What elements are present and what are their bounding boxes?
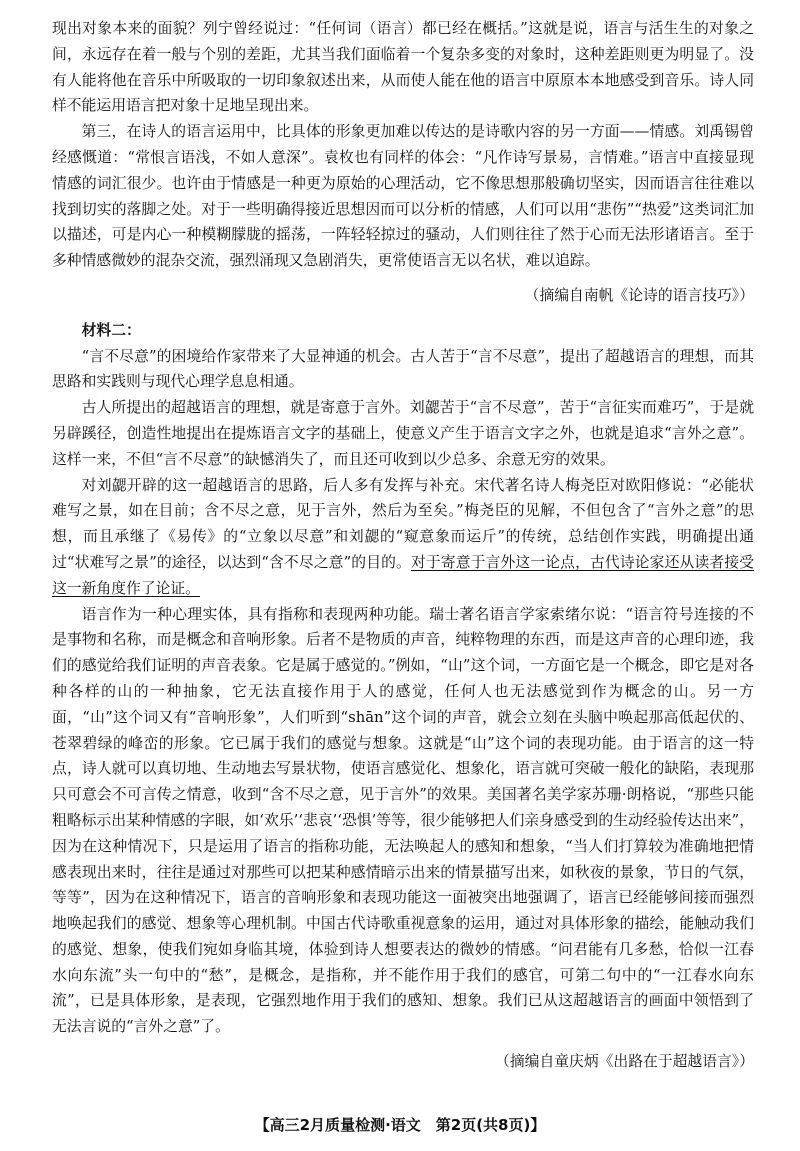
page-footer: 【高三2月质量检测·语文 第2页(共8页)】 <box>254 1116 546 1134</box>
source-citation-1: （摘编自南帆《论诗的语言技巧》） <box>524 286 754 304</box>
paragraph-m2-1: “言不尽意”的困境给作家带来了大显神通的机会。古人苦于“言不尽意”，提出了超越语言的理想，而其思路和实践则与现代心理学息息相通。 <box>52 347 754 391</box>
paragraph-m2-3 <box>52 473 754 602</box>
paragraph-intro: 现出对象本来的面貌？列宁曾经说过：“任何词（语言）都已经在概括。”这就是说，语言与活生生的对象之间，永远存在着一般与个别的差距，尤其当我们面临着一个复杂多变的对象时，这种差距则更为明显了。没有人能将他在音乐中所吸取的一切印象叙述出来，从而使人能在他的语言中原原本本地感受到音乐。诗人同样不能运用语言把对象十足地呈现出来。 <box>52 20 754 115</box>
underlined-sentence: 对于寄意于言外这一论点，古代诗论家还从读者接受这一新角度作了论证。 <box>52 553 754 597</box>
document-page <box>52 16 754 1084</box>
source-citation-2: （摘编自童庆炳《出路在于超越语言》） <box>495 1053 754 1071</box>
material-two-heading: 材料二： <box>81 321 141 339</box>
paragraph-third-point: 第三，在诗人的语言运用中，比具体的形象更加难以传达的是诗歌内容的另一方面——情感。刘禹锡曾经感慨道：“常恨言语浅，不如人意深”。袁枚也有同样的体会：“凡作诗写景易，言情难。”语言中直接显现情感的词汇很少。也许由于情感是一种更为原始的心理活动，它不像思想那般确切坚实，因而语言往往难以找到切实的落脚之处。对于一些明确得接近思想因而可以分析的情感，人们可以用“悲伤”“热爱”这类词汇加以描述，可是内心一种模糊朦胧的摇荡，一阵轻轻掠过的骚动，人们则往往了然于心而无法形诸语言。至于多种情感微妙的混杂交流，强烈涌现又急剧消失，更常使语言无以名状，难以追踪。 <box>52 123 754 270</box>
paragraph-m2-4: 语言作为一种心理实体，具有指称和表现两种功能。瑞士著名语言学家索绪尔说：“语言符号连接的不是事物和名称，而是概念和音响形象。后者不是物质的声音，纯粹物理的东西，而是这声音的心理印迹，我们的感觉给我们证明的声音表象。它是属于感觉的。”例如，“山”这个词，一方面它是一个概念，即它是对各种各样的山的一种抽象，它无法直接作用于人的感觉，任何人也无法感觉到作为概念的山。另一方面，“山”这个词又有“音响形象”，人们听到“shān”这个词的声音，就会立刻在头脑中唤起那高低起伏的、苍翠碧绿的峰峦的形象。它已属于我们的感觉与想象。这就是“山”这个词的表现功能。由于语言的这一特点，诗人就可以真切地、生动地去写景状物，使语言感觉化、想象化，语言就可突破一般化的缺陷，表现那只可意会不可言传之情意，收到“含不尽之意，见于言外”的效果。美国著名美学家苏珊·朗格说，“那些只能粗略标示出某种情感的字眼，如‘欢乐’‘悲哀’‘恐惧’等等，很少能够把人们亲身感受到的生动经验传达出来”，因为在这种情况下，只是运用了语言的指称功能，无法唤起人的感知和想象，“当人们打算较为准确地把情感表现出来时，往往是通过对那些可以把某种感情暗示出来的情景描写出来，如秋夜的景象，节日的气氛，等等”，因为在这种情况下，语言的音响形象和表现功能这一面被突出地强调了，语言已经能够间接而强烈地唤起我们的感觉、想象等心理机制。中国古代诗歌重视意象的运用，通过对具体形象的描绘，能触动我们的感觉、想象，使我们宛如身临其境，体验到诗人想要表达的微妙的情感。“问君能有几多愁，恰似一江春水向东流”头一句中的“愁”，是概念，是指称，并不能作用于我们的感官，可第二句中的“一江春水向东流”，已是具体形象，是表现，它强烈地作用于我们的感知、想象。我们已从这超越语言的画面中领悟到了无法言说的“言外之意”了。 <box>52 605 754 1036</box>
paragraph-m2-3-text: 对刘勰开辟的这一超越语言的思路，后人多有发挥与补充。宋代著名诗人梅尧臣对欧阳修说：“必能状难写之景，如在目前；含不尽之意，见于言外，然后为至矣。”梅尧臣的见解，不但包含了“言外之意”的思想，而且承继了《易传》的“立象以尽意”和刘勰的“窥意象而运斤”的传统，总结创作实践，明确提出通过“状难写之景”的途径，以达到“含不尽之意”的目的。 <box>52 476 754 571</box>
paragraph-m2-2: 古人所提出的超越语言的理想，就是寄意于言外。刘勰苦于“言不尽意”，苦于“言征实而难巧”，于是就另辟蹊径，创造性地提出在提炼语言文字的基础上，使意义产生于语言文字之外，也就是追求“言外之意”。这样一来，不但“言不尽意”的缺憾消失了，而且还可收到以少总多、余意无穷的效果。 <box>52 399 754 468</box>
